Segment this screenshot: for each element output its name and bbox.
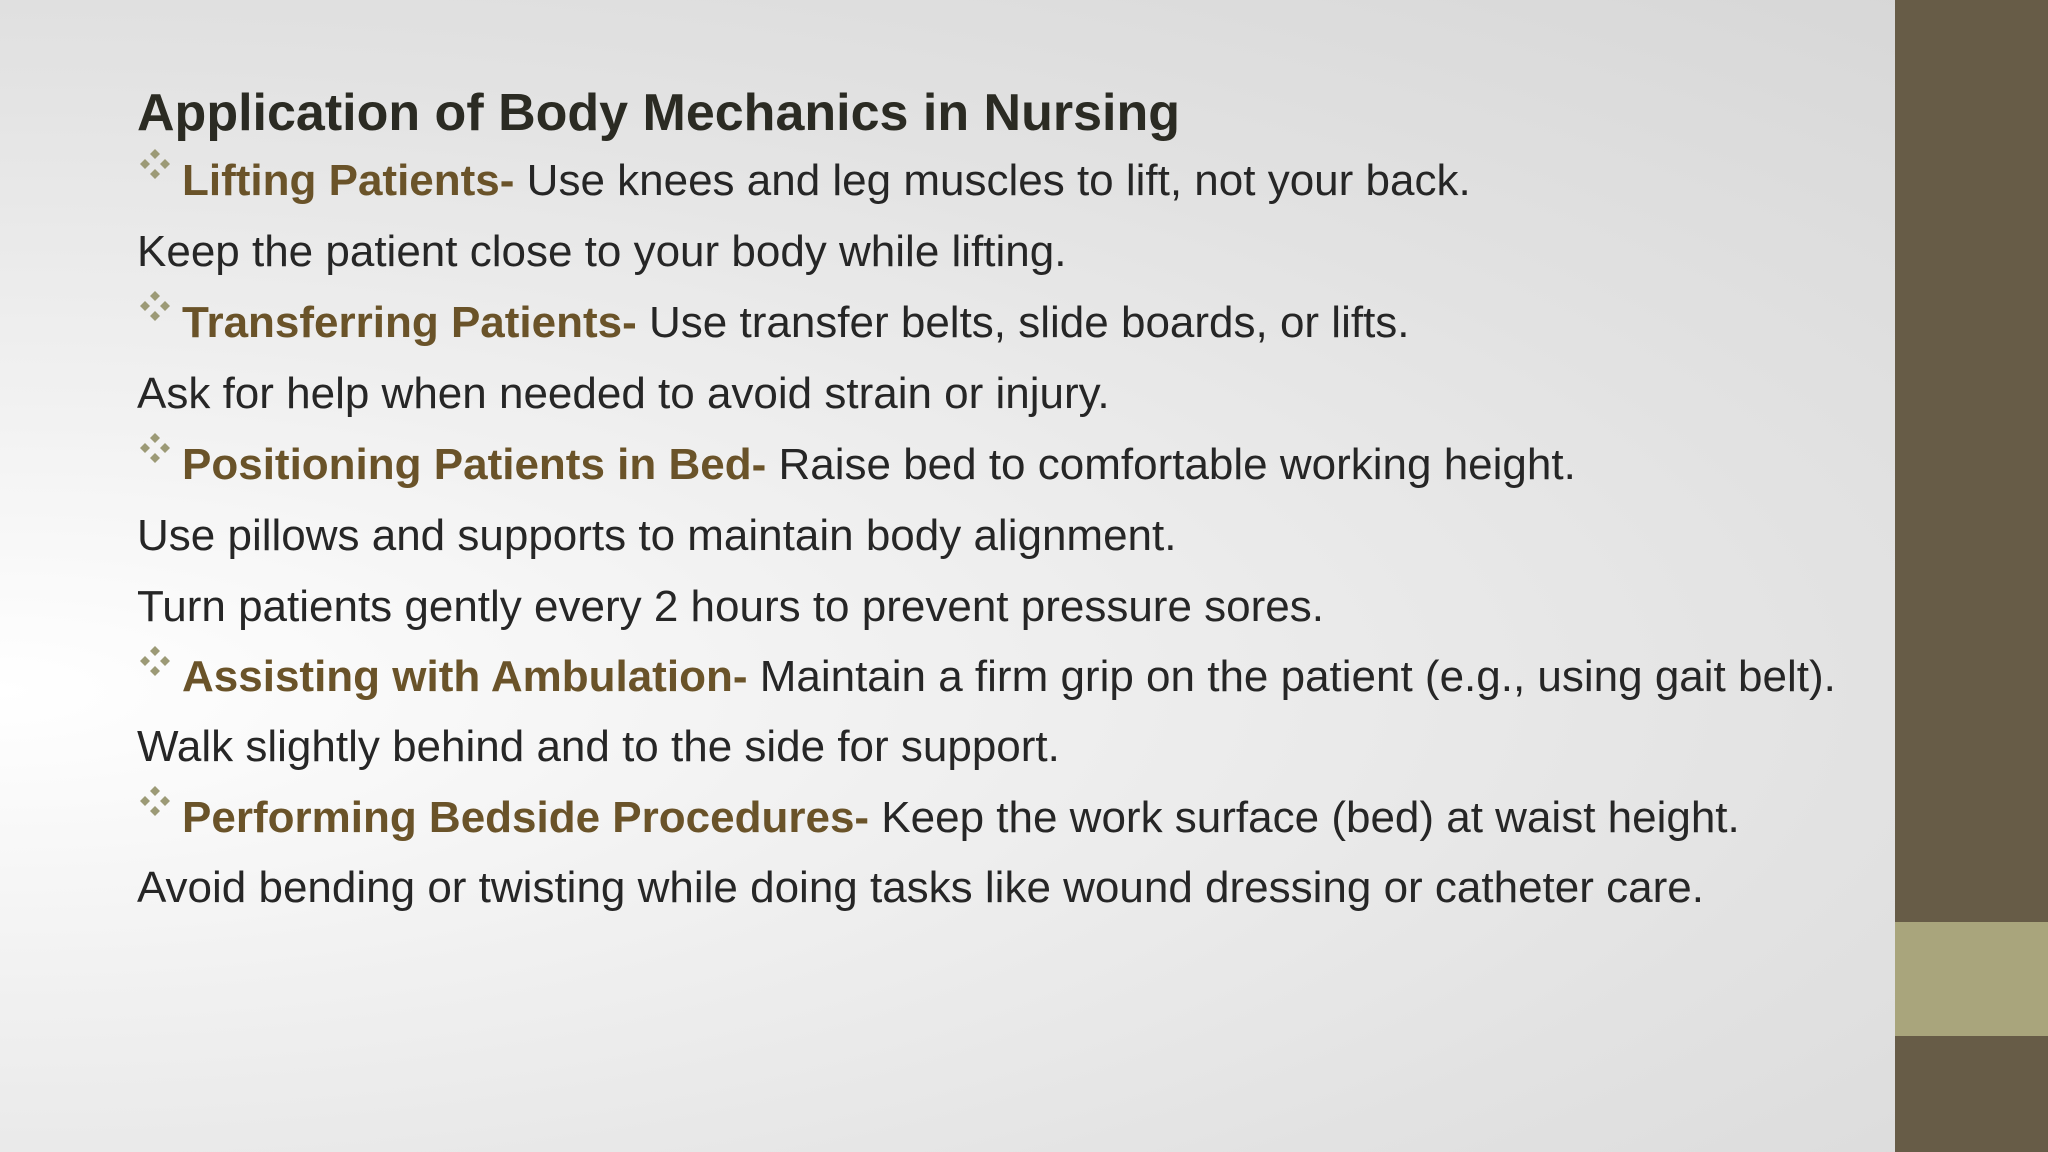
bullet-heading: Performing Bedside Procedures- [182, 793, 870, 842]
bullet-text: Use knees and leg muscles to lift, not your back. [514, 156, 1471, 205]
detail-line: Walk slightly behind and to the side for support. [137, 722, 1060, 771]
right-accent-block [1895, 922, 2048, 1036]
detail-line: Turn patients gently every 2 hours to prevent pressure sores. [137, 582, 1324, 631]
detail-line: Use pillows and supports to maintain body alignment. [137, 511, 1177, 560]
detail-line: Keep the patient close to your body while lifting. [137, 227, 1067, 276]
bullet-heading: Transferring Patients- [182, 298, 637, 347]
slide-title: Application of Body Mechanics in Nursing [137, 84, 1180, 142]
detail-line: Avoid bending or twisting while doing tasks like wound dressing or catheter care. [137, 863, 1704, 912]
bullet-text: Raise bed to comfortable working height. [766, 440, 1576, 489]
bullet-item-lifting [135, 150, 1837, 212]
four-diamond-bullet-icon [137, 146, 173, 182]
bullet-text: Maintain a firm grip on the patient (e.g., using gait belt). [747, 652, 1836, 701]
detail-line: Ask for help when needed to avoid strain or injury. [137, 369, 1110, 418]
slide-content [137, 78, 1837, 927]
bullet-text: Use transfer belts, slide boards, or lifts. [636, 298, 1410, 347]
bullet-item-positioning [135, 434, 1837, 496]
bullet-heading: Positioning Patients in Bed- [182, 440, 767, 489]
bullet-text: Keep the work surface (bed) at waist height. [869, 793, 1740, 842]
bullet-item-ambulation [135, 647, 1837, 707]
four-diamond-bullet-icon [137, 288, 173, 324]
bullet-item-transferring [135, 292, 1837, 354]
bullet-item-bedside-procedures [135, 787, 1837, 849]
bullet-heading: Assisting with Ambulation- [182, 652, 748, 701]
bullet-heading: Lifting Patients- [182, 156, 515, 205]
four-diamond-bullet-icon [137, 643, 173, 679]
four-diamond-bullet-icon [137, 430, 173, 466]
four-diamond-bullet-icon [137, 783, 173, 819]
